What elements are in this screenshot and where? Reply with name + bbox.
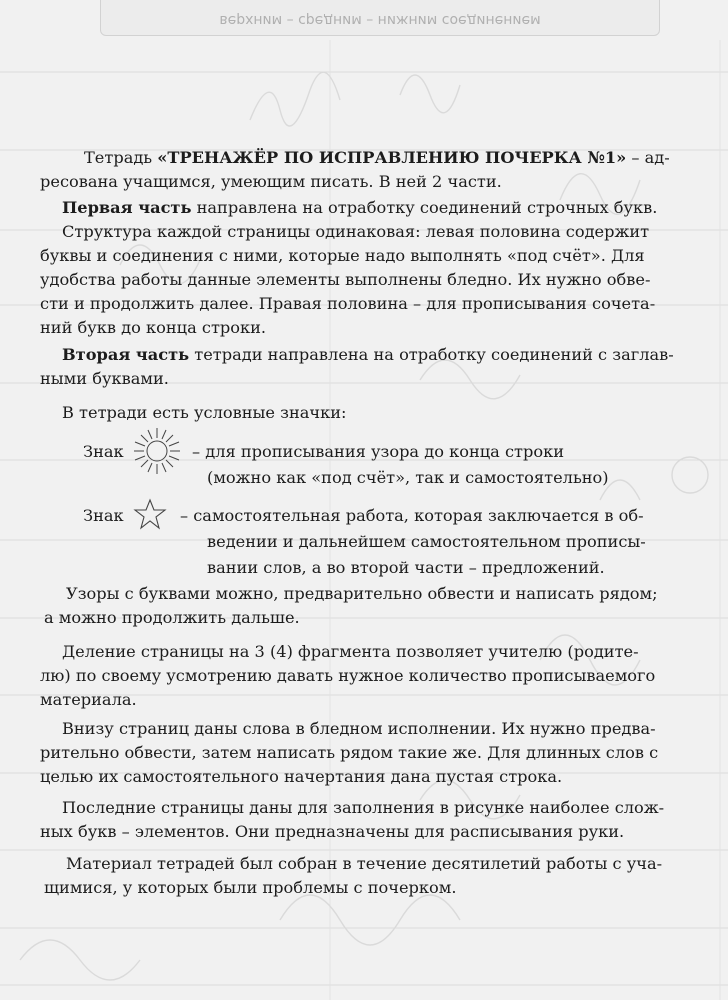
material-line: Материал тетрадей был собран в течение десятилетий работы с уча-: [66, 854, 663, 873]
part2-line2: ными буквами.: [40, 369, 169, 388]
division-paragraph: [40, 640, 688, 712]
notebook-title: «ТРЕНАЖЁР ПО ИСПРАВЛЕНИЮ ПОЧЕРКА №1»: [157, 148, 627, 167]
division-line: Деление страницы на 3 (4) фрагмента позволяет учителю (родите-: [62, 642, 639, 661]
division-line: материала.: [40, 690, 137, 709]
intro-paragraph: [40, 146, 688, 194]
structure-line: Структура каждой страницы одинаковая: левая половина содержит: [62, 222, 650, 241]
structure-line: ний букв до конца строки.: [40, 318, 267, 337]
part2-rest: тетради направлена на отработку соединений с заглав-: [189, 345, 674, 364]
part1-rest: направлена на отработку соединений строчных букв.: [191, 198, 658, 217]
sun-sign-text-2: (можно как «под счёт», так и самостоятельно): [207, 468, 609, 487]
bottom-words-line: рительно обвести, затем написать рядом такие же. Для длинных слов с: [40, 743, 659, 762]
intro-lead: Тетрадь: [84, 148, 158, 167]
sign-label-star: Знак: [83, 506, 124, 525]
star-sign-text-3: вании слов, а во второй части – предложений.: [207, 558, 605, 577]
sun-icon: [130, 426, 184, 476]
star-icon: [133, 498, 167, 530]
patterns-paragraph: [44, 582, 688, 630]
structure-line: удобства работы данные элементы выполнены бледно. Их нужно обве-: [40, 270, 651, 289]
patterns-line: а можно продолжить дальше.: [44, 608, 300, 627]
material-line: щимися, у которых были проблемы с почерком.: [44, 878, 457, 897]
last-pages-line: Последние страницы даны для заполнения в рисунке наиболее слож-: [62, 798, 665, 817]
bottom-words-line: Внизу страниц даны слова в бледном исполнении. Их нужно предва-: [62, 719, 656, 738]
patterns-line: Узоры с буквами можно, предварительно обвести и написать рядом;: [66, 584, 658, 603]
part1-paragraph: [62, 196, 688, 220]
bottom-words-line: целью их самостоятельного начертания дана пустая строка.: [40, 767, 563, 786]
division-line: лю) по своему усмотрению давать нужное количество прописываемого: [40, 666, 656, 685]
structure-line: сти и продолжить далее. Правая половина – для прописывания сочета-: [40, 294, 656, 313]
mirrored-header-box: [100, 0, 660, 36]
mirrored-header-text: верхним – средним – нижним соединением: [219, 12, 541, 28]
signs-intro: В тетради есть условные значки:: [62, 403, 347, 422]
part2-paragraph: [40, 343, 688, 391]
bottom-words-paragraph: [40, 717, 688, 789]
sun-sign-text-1: – для прописывания узора до конца строки: [192, 442, 564, 461]
part1-bold: Первая часть: [62, 198, 192, 217]
sign-label-sun: Знак: [83, 442, 124, 461]
intro-line2: ресована учащимся, умеющим писать. В ней 2 части.: [40, 172, 502, 191]
star-sign-text-1: – самостоятельная работа, которая заключается в об-: [180, 506, 644, 525]
structure-line: буквы и соединения с ними, которые надо выполнять «под счёт». Для: [40, 246, 645, 265]
structure-paragraph: [40, 220, 688, 340]
star-sign-text-2: ведении и дальнейшем самостоятельном прописы-: [207, 532, 646, 551]
intro-tail: – ад-: [626, 148, 670, 167]
material-paragraph: [44, 852, 688, 900]
last-pages-paragraph: [40, 796, 688, 844]
last-pages-line: ных букв – элементов. Они предназначены для расписывания руки.: [40, 822, 625, 841]
part2-bold: Вторая часть: [62, 345, 190, 364]
